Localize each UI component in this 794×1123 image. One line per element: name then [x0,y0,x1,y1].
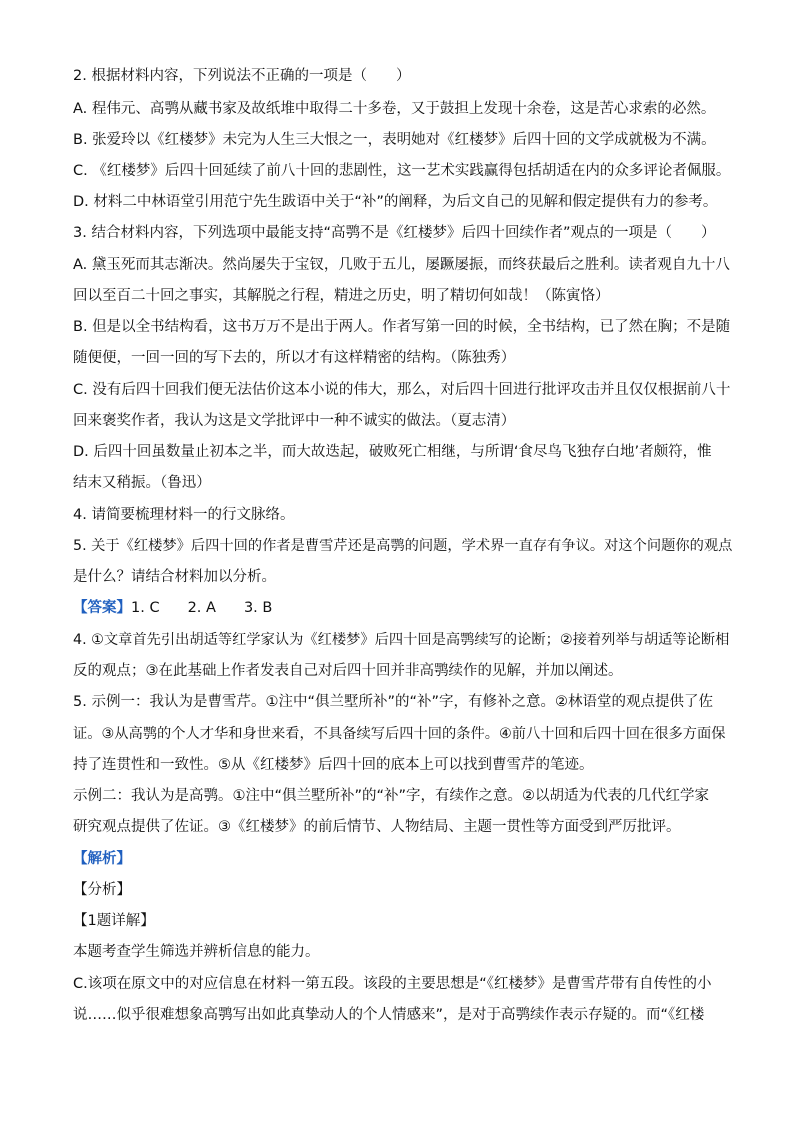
q3-option-b-line1: B. 但是以全书结构看，这书万万不是出于两人。作者写第一回的时候，全书结构，已了然在胸；不是随 [73,319,731,335]
q3-option-c-line1: C. 没有后四十回我们便无法估价这本小说的伟大，那么，对后四十回进行批评攻击并且仅仅根据前八十 [73,382,731,398]
answer-2: 2. A [187,600,216,616]
analysis-paragraph-1: 本题考查学生筛选并辨析信息的能力。 [73,944,320,960]
answer-1: 1. C [131,600,160,616]
q3-option-a-line2: 回以至百二十回之事实，其解脱之行程，精进之历史，明了精切何如哉！（陈寅恪） [73,288,610,304]
answer-3: 3. B [243,600,273,616]
q3-option-d-line1: D. 后四十回虽数量止初本之半，而大故迭起，破败死亡相继，与所谓‘食尽鸟飞独存白地’者颇符，惟 [73,444,712,460]
answer-q5-line4: 示例二：我认为是高鹗。①注中“俱兰墅所补”的“补”字，有续作之意。②以胡适为代表的几代红学家 [73,788,710,804]
answer-q5-line5: 研究观点提供了佐证。③《红楼梦》的前后情节、人物结局、主题一贯性等方面受到严厉批评。 [73,819,681,835]
q5-stem-line1: 5. 关于《红楼梦》后四十回的作者是曹雪芹还是高鹗的问题，学术界一直存有争议。对这个问题你的观点 [73,538,733,554]
answer-label: 【答案】 [73,600,131,616]
q5-stem-line2: 是什么？请结合材料加以分析。 [73,569,276,585]
analysis-paragraph-2: C.该项在原文中的对应信息在材料一第五段。该段的主要思想是“《红楼梦》是曹雪芹带有自传性的小 [73,976,712,992]
analysis-sub-label: 【分析】 [73,882,131,898]
detail-1-label: 【1题详解】 [73,913,155,929]
answer-line [73,598,733,618]
analysis-paragraph-3: 说……似乎很难想象高鹗写出如此真挚动人的个人情感来”，是对于高鹗续作表示存疑的。而“《红楼 [73,1007,705,1023]
answer-q5-line2: 证。③从高鹗的个人才华和身世来看，不具备续写后四十回的条件。④前八十回和后四十回在很多方面保 [73,726,726,742]
q3-option-a-line1: A. 黛玉死而其志渐决。然尚屡失于宝钗，几败于五儿，屡蹶屡振，而终获最后之胜利。读者观自九十八 [73,257,730,273]
q3-option-b-line2: 随便便，一回一回的写下去的，所以才有这样精密的结构。（陈独秀） [73,350,516,366]
q3-stem: 3. 结合材料内容，下列选项中最能支持“高鹗不是《红楼梦》后四十回续作者”观点的一项是（ ） [73,225,716,241]
answer-q5-line1: 5. 示例一：我认为是曹雪芹。①注中“俱兰墅所补”的“补”字，有修补之意。②林语堂的观点提供了佐 [73,694,713,710]
q2-option-b: B. 张爱玲以《红楼梦》未完为人生三大恨之一，表明她对《红楼梦》后四十回的文学成就极为不满。 [73,132,716,148]
q2-option-a: A. 程伟元、高鹗从藏书家及故纸堆中取得二十多卷，又于鼓担上发现十余卷，这是苦心求索的必然。 [73,101,716,117]
q2-stem: 2. 根据材料内容，下列说法不正确的一项是（ ） [73,68,411,84]
q4-stem: 4. 请简要梳理材料一的行文脉络。 [73,507,295,523]
answer-q4-line1: 4. ①文章首先引出胡适等红学家认为《红楼梦》后四十回是高鹗续写的论断；②接着列举与胡适等论断相 [73,632,730,648]
analysis-label: 【解析】 [73,851,131,867]
q2-option-d: D. 材料二中林语堂引用范宁先生跋语中关于“补”的阐释，为后文自己的见解和假定提供有力的参考。 [73,194,718,210]
q2-option-c: C. 《红楼梦》后四十回延续了前八十回的悲剧性，这一艺术实践赢得包括胡适在内的众多评论者佩服。 [73,163,731,179]
q3-option-d-line2: 结末又稍振。（鲁迅） [73,475,211,491]
answer-q5-line3: 持了连贯性和一致性。⑤从《红楼梦》后四十回的底本上可以找到曹雪芹的笔迹。 [73,757,594,773]
q3-option-c-line2: 回来褒奖作者，我认为这是文学批评中一种不诚实的做法。（夏志清） [73,413,516,429]
answer-q4-line2: 反的观点；③在此基础上作者发表自己对后四十回并非高鹗续作的见解，并加以阐述。 [73,663,623,679]
